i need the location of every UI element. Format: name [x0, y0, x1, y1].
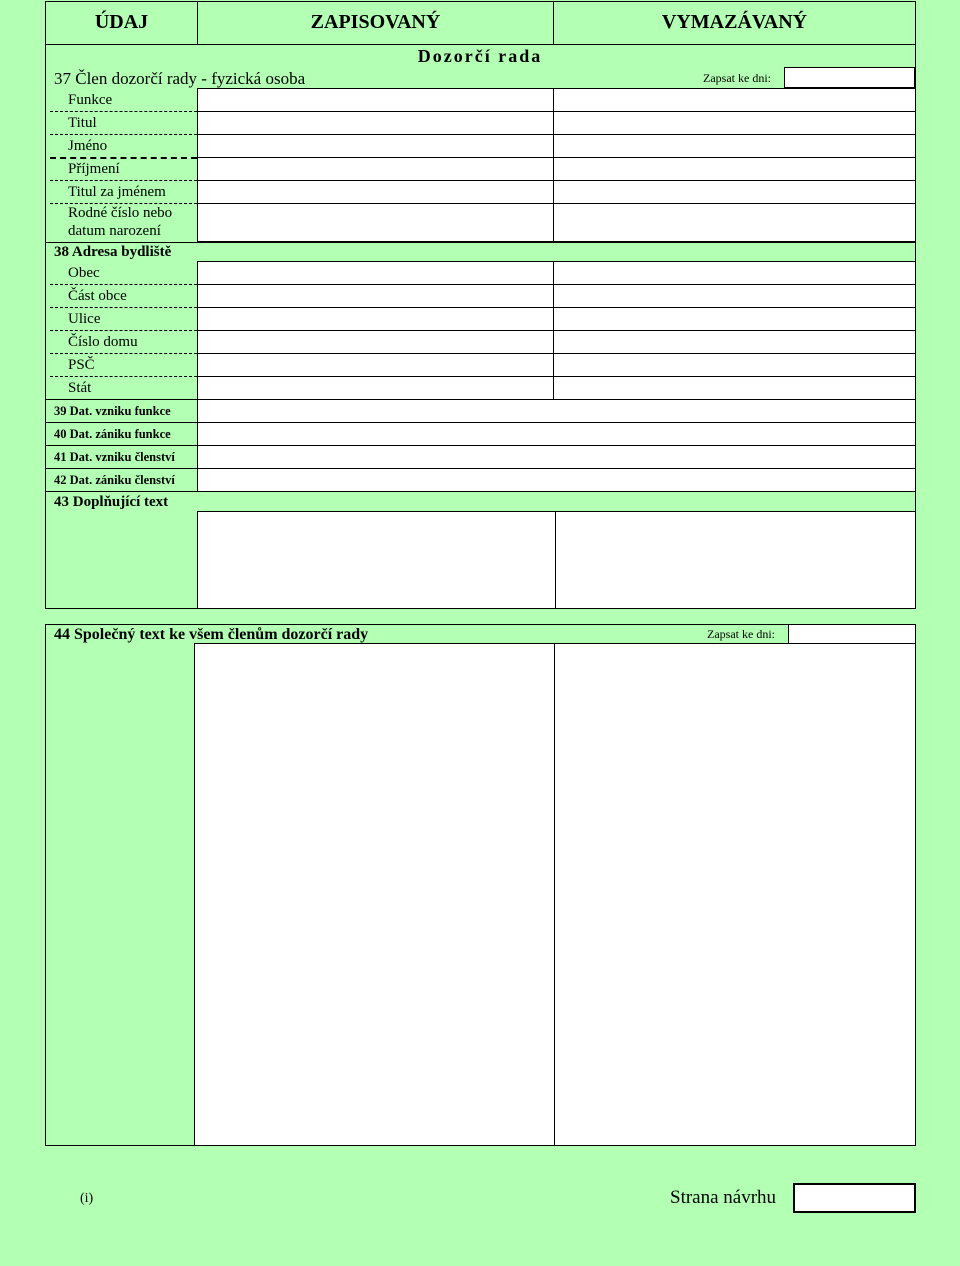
- prijmeni-zapisovany-input[interactable]: [197, 157, 554, 181]
- row-separator: [50, 203, 197, 204]
- column-header-vymazavany: VYMAZÁVANÝ: [661, 11, 808, 33]
- dat-vzniku-funkce-input[interactable]: [197, 399, 916, 423]
- stat-vymazavany-input[interactable]: [553, 376, 916, 400]
- ulice-vymazavany-input[interactable]: [553, 307, 916, 331]
- titul-zapisovany-input[interactable]: [197, 111, 554, 135]
- row-separator: [45, 491, 916, 492]
- row-separator: [50, 307, 197, 308]
- cast-obce-vymazavany-input[interactable]: [553, 284, 916, 308]
- section-title: Dozorčí rada: [417, 46, 543, 66]
- extra-text-section-title: 43 Doplňující text: [54, 494, 169, 510]
- psc-zapisovany-input[interactable]: [197, 353, 554, 377]
- person-section-title: 37 Člen dozorčí rady - fyzická osoba: [54, 69, 306, 88]
- spolecny-text-vymazavany-textarea[interactable]: [554, 643, 916, 1146]
- cislo-domu-vymazavany-input[interactable]: [553, 330, 916, 354]
- row-separator: [50, 353, 197, 354]
- funkce-vymazavany-input[interactable]: [553, 88, 916, 112]
- titul-vymazavany-input[interactable]: [553, 111, 916, 135]
- field-label-funkce: Funkce: [68, 92, 113, 108]
- row-separator: [50, 284, 197, 285]
- column-header-udaj: ÚDAJ: [94, 11, 149, 33]
- field-label-cislo-domu: Číslo domu: [68, 334, 138, 350]
- field-label-cast-obce: Část obce: [68, 288, 127, 304]
- prijmeni-vymazavany-input[interactable]: [553, 157, 916, 181]
- field-label-titul-za-jmenem: Titul za jménem: [68, 184, 166, 200]
- common-text-zapsat-input[interactable]: [788, 624, 916, 644]
- doplnujici-text-zapisovany-textarea[interactable]: [197, 511, 556, 609]
- ulice-zapisovany-input[interactable]: [197, 307, 554, 331]
- field-label-dat-zaniku-clenstvi: 42 Dat. zániku členství: [54, 473, 175, 487]
- spolecny-text-zapisovany-textarea[interactable]: [194, 643, 555, 1146]
- jmeno-vymazavany-input[interactable]: [553, 134, 916, 158]
- field-label-ulice: Ulice: [68, 311, 101, 327]
- row-separator: [50, 330, 197, 331]
- field-label-datum-narozeni: datum narození: [68, 223, 161, 239]
- rodne-cislo-vymazavany-input[interactable]: [553, 203, 916, 242]
- field-label-dat-vzniku-funkce: 39 Dat. vzniku funkce: [54, 404, 171, 418]
- field-label-rodne-cislo: Rodné číslo nebo: [68, 205, 173, 221]
- rodne-cislo-zapisovany-input[interactable]: [197, 203, 554, 242]
- stat-zapisovany-input[interactable]: [197, 376, 554, 400]
- dat-zaniku-clenstvi-input[interactable]: [197, 468, 916, 492]
- obec-zapisovany-input[interactable]: [197, 261, 554, 285]
- field-label-dat-vzniku-clenstvi: 41 Dat. vzniku členství: [54, 450, 175, 464]
- row-separator: [50, 376, 197, 377]
- row-separator: [50, 111, 197, 112]
- row-separator: [50, 157, 197, 159]
- cast-obce-zapisovany-input[interactable]: [197, 284, 554, 308]
- address-section-title: 38 Adresa bydliště: [54, 244, 172, 260]
- row-separator: [45, 399, 197, 400]
- funkce-zapisovany-input[interactable]: [197, 88, 554, 112]
- row-separator: [45, 422, 197, 423]
- row-separator: [50, 134, 197, 135]
- zapsat-ke-dni-input[interactable]: [784, 67, 915, 88]
- field-label-psc: PSČ: [68, 357, 95, 373]
- field-label-titul: Titul: [68, 115, 97, 131]
- field-label-jmeno: Jméno: [68, 138, 108, 154]
- common-text-zapsat-label: Zapsat ke dni:: [707, 627, 775, 641]
- column-header-zapisovany: ZAPISOVANÝ: [310, 11, 441, 33]
- common-text-section-title: 44 Společný text ke všem členům dozorčí rady: [54, 626, 369, 643]
- titul-za-zapisovany-input[interactable]: [197, 180, 554, 204]
- info-marker: (i): [80, 1191, 94, 1206]
- field-label-dat-zaniku-funkce: 40 Dat. zániku funkce: [54, 427, 171, 441]
- cislo-domu-zapisovany-input[interactable]: [197, 330, 554, 354]
- dat-zaniku-funkce-input[interactable]: [197, 422, 916, 446]
- page-number-input[interactable]: [793, 1183, 916, 1213]
- field-label-stat: Stát: [68, 380, 92, 396]
- row-separator: [45, 445, 197, 446]
- titul-za-vymazavany-input[interactable]: [553, 180, 916, 204]
- zapsat-ke-dni-label: Zapsat ke dni:: [703, 71, 771, 85]
- row-separator: [45, 468, 197, 469]
- jmeno-zapisovany-input[interactable]: [197, 134, 554, 158]
- row-separator: [50, 180, 197, 181]
- page-label: Strana návrhu: [670, 1187, 777, 1208]
- row-separator: [45, 242, 916, 243]
- field-label-prijmeni: Příjmení: [68, 161, 120, 177]
- doplnujici-text-vymazavany-textarea[interactable]: [555, 511, 916, 609]
- psc-vymazavany-input[interactable]: [553, 353, 916, 377]
- field-label-obec: Obec: [68, 265, 100, 281]
- obec-vymazavany-input[interactable]: [553, 261, 916, 285]
- dat-vzniku-clenstvi-input[interactable]: [197, 445, 916, 469]
